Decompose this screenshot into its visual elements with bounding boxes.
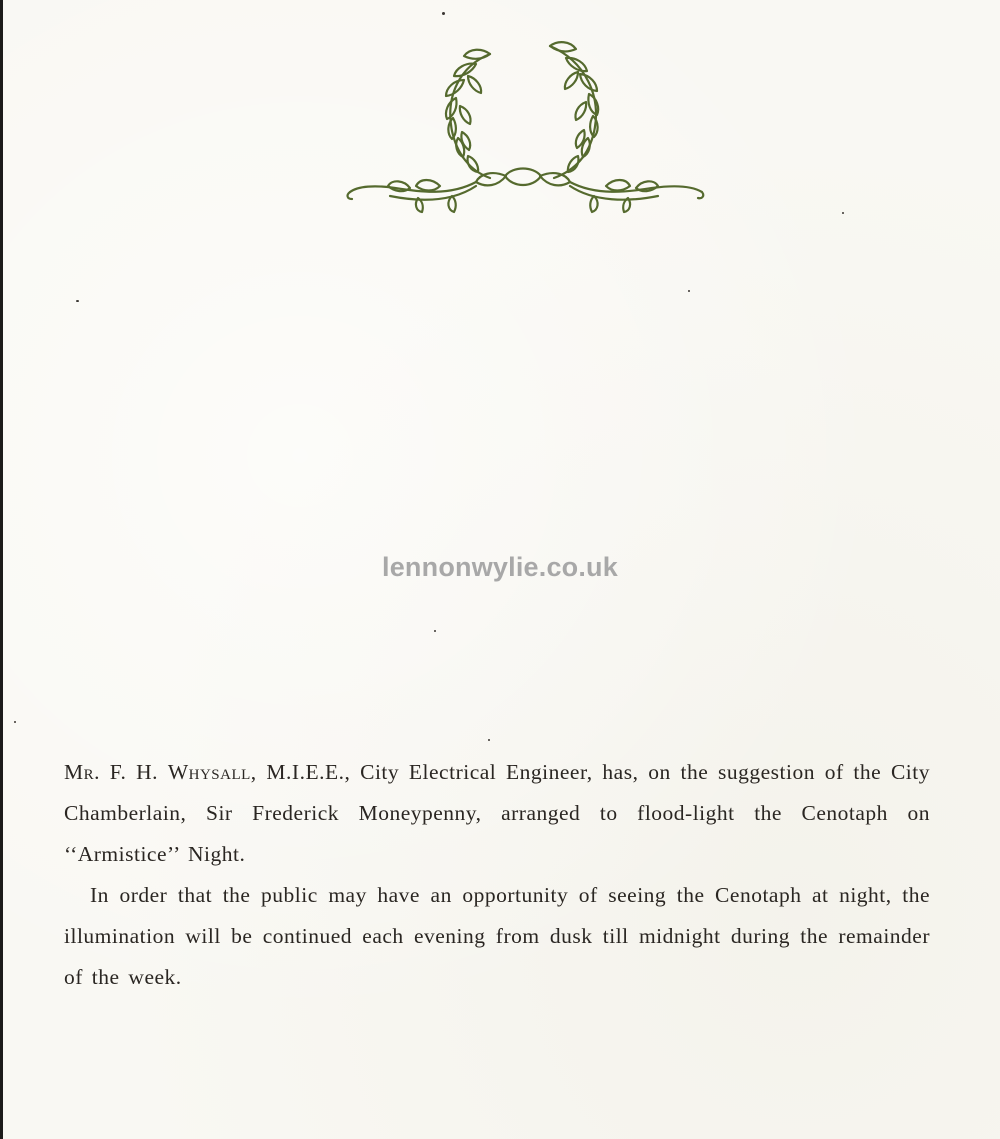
initials: F. H.: [100, 760, 168, 784]
surname: Whysall: [167, 760, 251, 784]
body-text: [64, 752, 930, 998]
title-abbrev: Mr.: [64, 760, 100, 784]
laurel-wreath-icon: [340, 36, 710, 216]
paragraph-1-text: , M.I.E.E., City Electrical Engineer, has, on the suggestion of the City Chamberlain, Sir Frederick Moneypenny, arranged to flood-light the Cenotaph on ‘‘Armistice’’ Night.: [64, 760, 930, 866]
watermark: lennonwylie.co.uk: [382, 552, 618, 582]
paragraph-1: [64, 752, 930, 875]
paragraph-2: In order that the public may have an opportunity of seeing the Cenotaph at night, the illumination will be continued each evening from dusk till midnight during the remainder of the week.: [64, 883, 930, 989]
